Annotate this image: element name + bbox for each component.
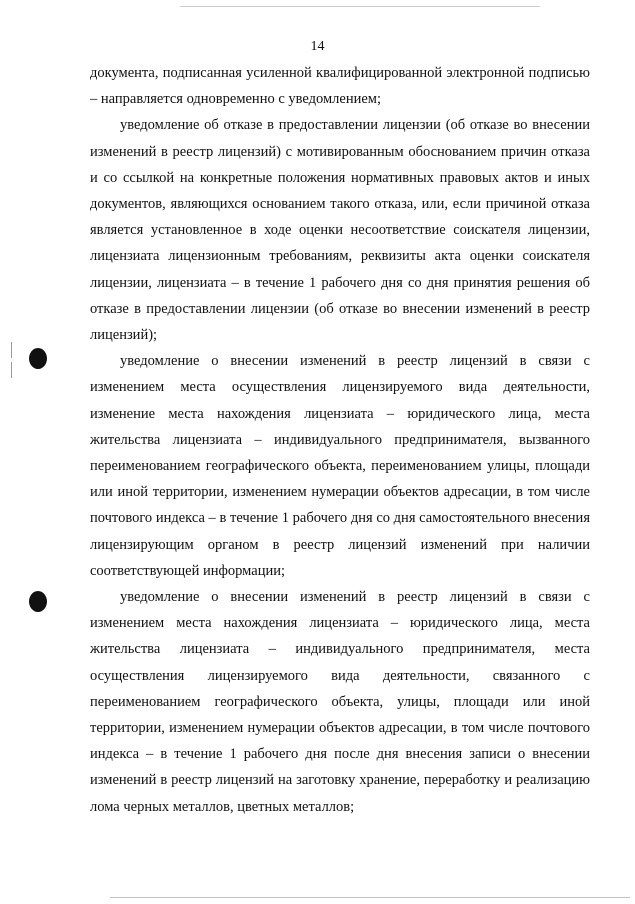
- scan-edge-top: [180, 6, 540, 7]
- margin-scan-mark: [11, 362, 12, 378]
- scan-edge-bottom: [110, 897, 630, 898]
- paragraph-2: уведомление об отказе в предоставлении лицензии (об отказе во внесении изменений в реестр лицензий) с мотивированным обоснованием причин отказа и со ссылкой на конкретные положения нормативных правовых актов и иных документов, являющихся основанием такого отказа, или, если причиной отказа является установленное в ходе оценки несоответствие соискателя лицензии, лицензиата лицензионным требованиям, реквизиты акта оценки соискателя лицензии, лицензиата – в течение 1 рабочего дня со дня принятия решения об отказе в предоставлении лицензии (об отказе во внесении изменений в реестр лицензий);: [90, 117, 590, 344]
- margin-scan-mark: [11, 342, 12, 358]
- punch-hole-mark: [29, 348, 47, 369]
- paragraph-3: уведомление о внесении изменений в реестр лицензий в связи с изменением места осуществления лицензируемого вида деятельности, изменение места нахождения лицензиата – юридического лица, места жительства лицензиата – индивидуального предпринимателя, вызванного переименованием географического объекта, переименованием улицы, площади или иной территории, изменением нумерации объектов адресации, в том числе почтового индекса – в течение 1 рабочего дня со дня самостоятельного внесения лицензирующим органом в реестр лицензий изменений при наличии соответствующей информации;: [90, 353, 590, 579]
- paragraph-4: уведомление о внесении изменений в реестр лицензий в связи с изменением места нахождения лицензиата – юридического лица, места жительства лицензиата – индивидуального предпринимателя, места осуществления лицензируемого вида деятельности, связанного с переименованием географического объекта, улицы, площади или иной территории, изменением нумерации объектов адресации, в том числе почтового индекса – в течение 1 рабочего дня после дня внесения записи о внесении изменений в реестр лицензий на заготовку хранение, переработку и реализацию лома черных металлов, цветных металлов;: [90, 589, 590, 815]
- paragraph-1: документа, подписанная усиленной квалифицированной электронной подписью – направляется одновременно с уведомлением;: [90, 65, 590, 108]
- document-body: [90, 60, 590, 820]
- page-number: 14: [310, 39, 325, 54]
- punch-hole-mark: [29, 591, 47, 612]
